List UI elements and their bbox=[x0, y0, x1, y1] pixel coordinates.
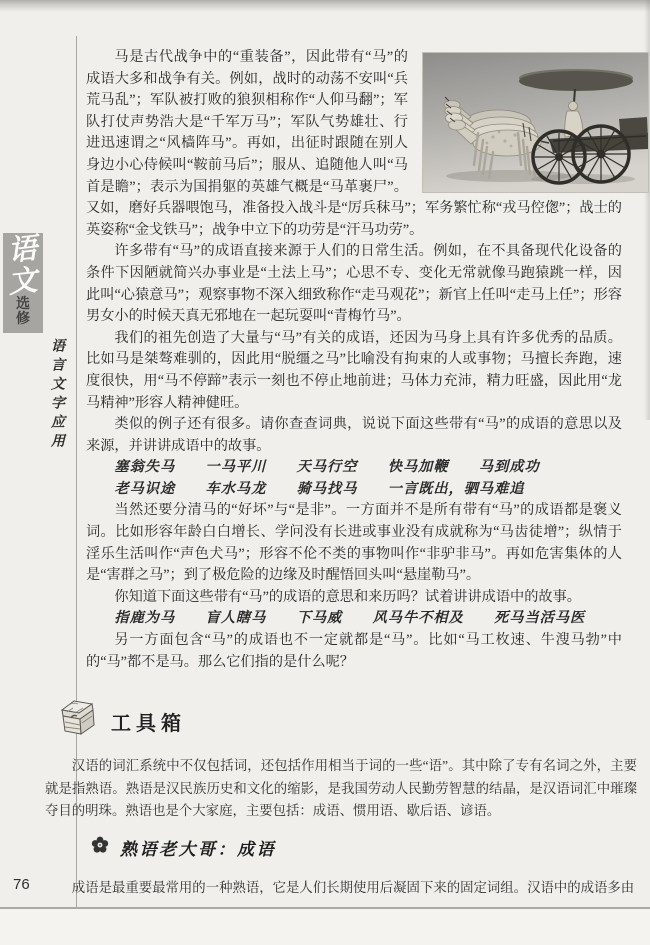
toolbox-section bbox=[45, 697, 637, 899]
main-text-column bbox=[86, 47, 622, 673]
paragraph-good-bad-idioms: 当然还要分清马的“好坏”与“是非”。一方面并不是所有带有“马”的成语都是褒义词。比如形容年龄白白增长、学问没有长进或事业没有成就称为“马齿徒增”；纵情于淫乐生活叫作“声色犬马”；形容不伦不类的事物叫作“非驴非马”。再如危害集体的人是“害群之马”；到了极危险的边缘及时醒悟回头叫“悬崖勒马”。 bbox=[86, 502, 622, 584]
page-number: 76 bbox=[13, 876, 30, 893]
paragraph-war-idioms: 马是古代战争中的“重装备”，因此带有“马”的成语大多和战争有关。例如，战时的动荡不安叫“兵荒马乱”；军队被打败的狼狈相称作“人仰马翻”；军队打仗声势浩大是“千军万马”；军队气势雄壮、行进迅速谓之“风樯阵马”。再如，出征时跟随在别人身边小心侍候叫“鞍前马后”；服从、追随他人叫“马首是瞻”；表示为国捐躯的英雄气概是“马革裹尸”。又如，磨好兵器喂饱马，准备投入战斗是“厉兵秣马”；军务繁忙称“戎马倥偬”；战士的英姿称“金戈铁马”；战争中立下的功劳是“汗马功劳”。 bbox=[86, 49, 622, 238]
idiom-list-row-2: 老马识途 车水马龙 骑马找马 一言既出，驷马难追 bbox=[114, 480, 525, 497]
paragraph-lookup-task: 类似的例子还有很多。请你查查词典，说说下面这些带有“马”的成语的意思以及来源，并讲讲成语中的故事。 bbox=[86, 416, 622, 454]
banner-char-xiu: 修 bbox=[16, 312, 30, 327]
paragraph-not-real-horses: 另一方面包含“马”的成语也不一定就都是“马”。比如“马工枚速、牛溲马勃”中的“马”都不是马。那么它们指的是什么呢？ bbox=[86, 632, 622, 670]
footer-rule-horizontal bbox=[0, 907, 650, 909]
banner-char-wen: 文 bbox=[6, 262, 40, 300]
photo-float-spacer bbox=[418, 47, 622, 194]
sidebar-banner bbox=[3, 230, 43, 333]
toolbox-subheading: 熟语老大哥：成语 bbox=[120, 839, 276, 859]
banner-char-xuan: 选 bbox=[16, 297, 30, 312]
scan-shadow-top bbox=[0, 0, 650, 12]
toolbox-icon bbox=[59, 698, 95, 745]
series-title-vertical: 语言文字应用 bbox=[49, 338, 64, 452]
toolbox-subheading-row bbox=[45, 835, 637, 860]
paragraph-daily-life-idioms: 许多带有“马”的成语直接来源于人们的日常生活。例如，在不具备现代化设备的条件下因陋就简兴办事业是“土法上马”；心思不专、变化无常就像马跑猿跳一样，因此叫“心猿意马”；观察事物不深入细致称作“走马观花”；新官上任叫“走马上任”；形容男女小的时候天真无邪地在一起玩耍叫“青梅竹马”。 bbox=[86, 243, 622, 325]
banner-char-yu: 语 bbox=[6, 230, 40, 268]
toolbox-body2-paragraph: 成语是最重要最常用的一种熟语，它是人们长期使用后凝固下来的固定词组。汉语中的成语多由 bbox=[71, 879, 635, 895]
paragraph-story-task: 你知道下面这些带有“马”的成语的意思和来历吗？试着讲讲成语中的故事。 bbox=[114, 588, 581, 605]
idiom-list-row-1: 塞翁失马 一马平川 天马行空 快马加鞭 马到成功 bbox=[114, 459, 540, 476]
scan-bottom-margin bbox=[0, 908, 650, 945]
toolbox-header bbox=[45, 697, 637, 745]
toolbox-title: 工具箱 bbox=[111, 712, 186, 735]
idiom-list-row-3: 指鹿为马 盲人瞎马 下马威 风马牛不相及 死马当活马医 bbox=[114, 610, 586, 627]
toolbox-body-paragraph: 汉语的词汇系统中不仅包括词，还包括作用相当于词的一些“语”。其中除了专有名词之外，主要就是指熟语。熟语是汉民族历史和文化的缩影，是我国劳动人民勤劳智慧的结晶，是汉语词汇中璀璨夺目的明珠。熟语也是个大家庭，主要包括：成语、惯用语、歇后语、谚语。 bbox=[45, 758, 637, 819]
paragraph-horse-qualities: 我们的祖先创造了大量与“马”有关的成语，还因为马身上具有许多优秀的品质。比如马是桀骜难驯的，因此用“脱缰之马”比喻没有拘束的人或事物；马擅长奔跑，速度很快，用“马不停蹄”表示一刻也不停止地前进；马体力充沛，精力旺盛，因此用“龙马精神”形容人精神健旺。 bbox=[86, 329, 622, 411]
blossom-icon bbox=[91, 836, 109, 859]
